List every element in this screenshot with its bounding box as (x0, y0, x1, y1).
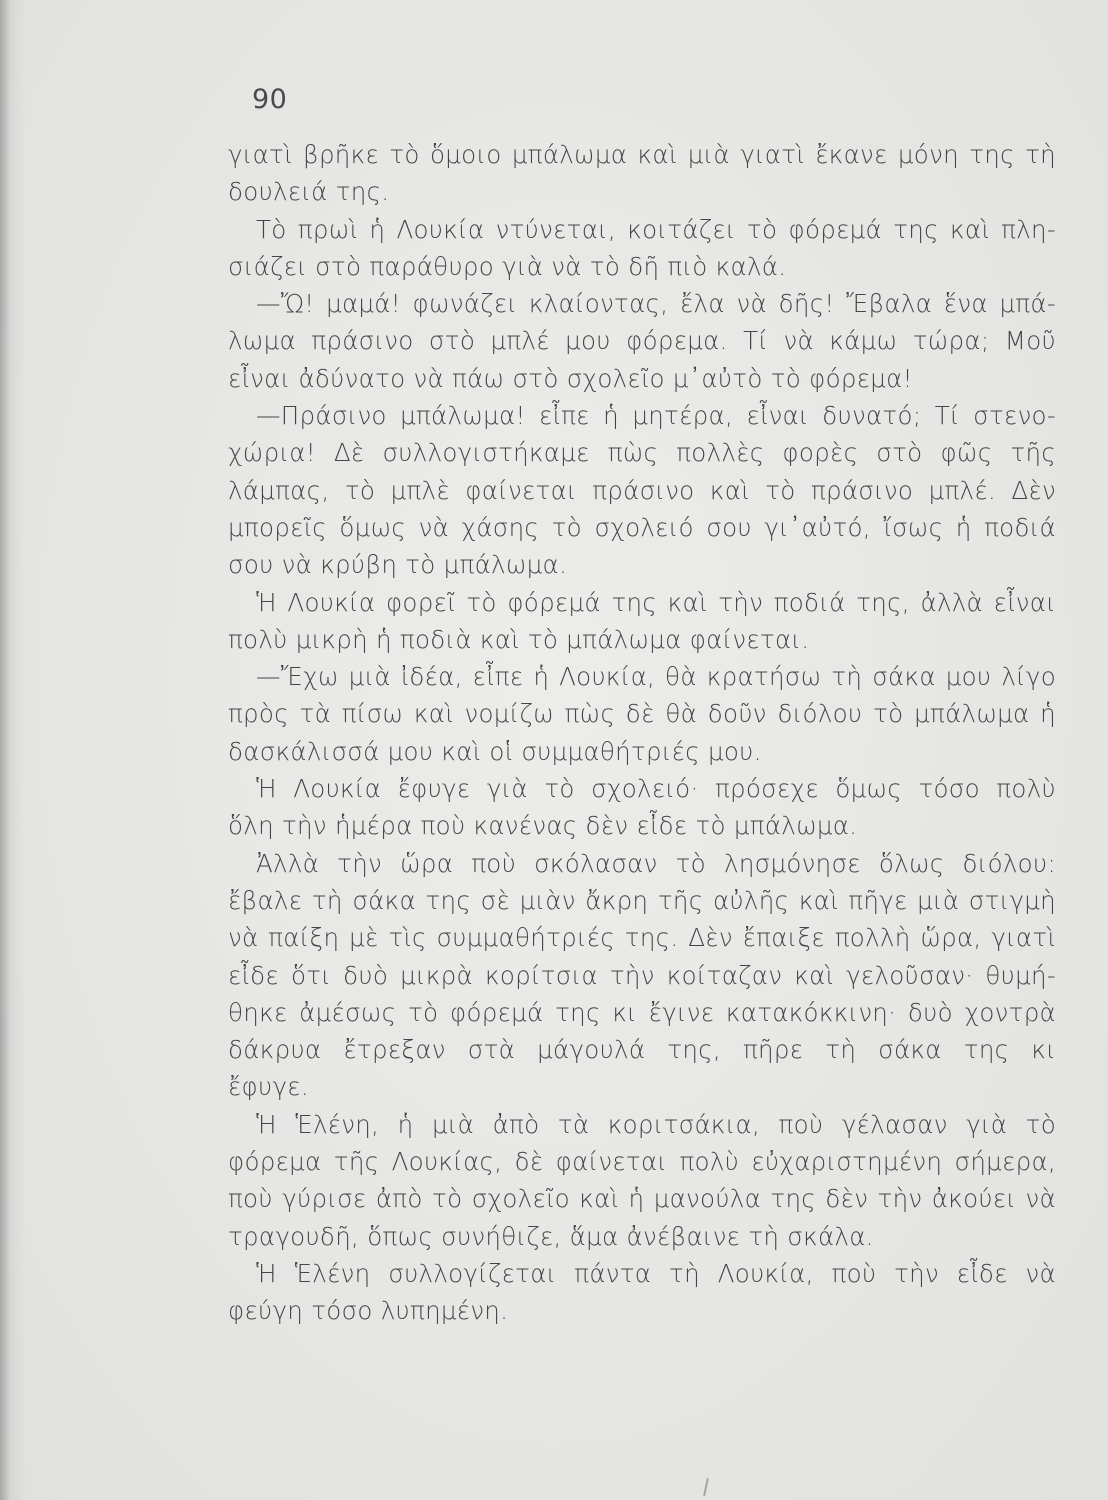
text-line: ἔβαλε τὴ σάκα της σὲ μιὰν ἄκρη τῆς αὐλῆς καὶ πῆγε μιὰ στιγμὴ (228, 885, 1056, 915)
text-line: δουλειά της. (228, 177, 390, 207)
text-line: νὰ παίξη μὲ τὶς συμμαθήτριές της. Δὲν ἔπαιξε πολλὴ ὥρα, γιατὶ (228, 923, 1056, 953)
text-line: χώρια! Δὲ συλλογιστήκαμε πὼς πολλὲς φορὲς στὸ φῶς τῆς (228, 438, 1056, 468)
text-line: εἶδε ὅτι δυὸ μικρὰ κορίτσια τὴν κοίταζαν καὶ γελοῦσαν· θυμή- (228, 960, 1056, 990)
text-line: σου νὰ κρύβη τὸ μπάλωμα. (228, 550, 568, 580)
text-line: —Ὤ! μαμά! φωνάζει κλαίοντας, ἔλα νὰ δῆς! Ἔβαλα ἕνα μπά- (256, 289, 1056, 319)
text-line: ὅλη τὴν ἡμέρα ποὺ κανένας δὲν εἶδε τὸ μπάλωμα. (228, 811, 858, 841)
text-line: Ἡ Ἑλένη συλλογίζεται πάντα τὴ Λουκία, ποὺ τὴν εἶδε νὰ (256, 1258, 1056, 1288)
text-line: Τὸ πρωὶ ἡ Λουκία ντύνεται, κοιτάζει τὸ φόρεμά της καὶ πλη- (256, 214, 1056, 244)
text-line: Ἡ Ἑλένη, ἡ μιὰ ἀπὸ τὰ κοριτσάκια, ποὺ γέλασαν γιὰ τὸ (256, 1109, 1056, 1139)
text-line: εἶναι ἀδύνατο νὰ πάω στὸ σχολεῖο μ᾽αὐτὸ τὸ φόρεμα! (228, 363, 913, 393)
text-line: Ἀλλὰ τὴν ὥρα ποὺ σκόλασαν τὸ λησμόνησε ὅλως διόλου: (256, 848, 1056, 878)
text-line: λωμα πράσινο στὸ μπλέ μου φόρεμα. Τί νὰ κάμω τώρα; Μοῦ (228, 326, 1056, 356)
text-line: φόρεμα τῆς Λουκίας, δὲ φαίνεται πολὺ εὐχαριστημένη σήμερα, (228, 1147, 1056, 1177)
text-line: δάκρυα ἔτρεξαν στὰ μάγουλά της, πῆρε τὴ σάκα της κι (228, 1035, 1056, 1065)
text-line: φεύγη τόσο λυπημένη. (228, 1296, 509, 1326)
text-line: δασκάλισσά μου καὶ οἱ συμμαθήτριές μου. (228, 736, 762, 766)
text-line: τραγουδῆ, ὅπως συνήθιζε, ἅμα ἀνέβαινε τὴ σκάλα. (228, 1221, 874, 1251)
text-line: πρὸς τὰ πίσω καὶ νομίζω πὼς δὲ θὰ δοῦν διόλου τὸ μπάλωμα ἡ (228, 699, 1056, 729)
page-number: 90 (252, 84, 288, 115)
text-line: σιάζει στὸ παράθυρο γιὰ νὰ τὸ δῆ πιὸ καλά. (228, 251, 787, 281)
body-text (228, 136, 1056, 1330)
text-line: λάμπας, τὸ μπλὲ φαίνεται πράσινο καὶ τὸ πράσινο μπλέ. Δὲν (228, 475, 1056, 505)
text-line: —Πράσινο μπάλωμα! εἶπε ἡ μητέρα, εἶναι δυνατό; Τί στενο- (256, 401, 1056, 431)
text-line: ἔφυγε. (228, 1072, 309, 1102)
text-line: Ἡ Λουκία ἔφυγε γιὰ τὸ σχολειό· πρόσεχε ὅμως τόσο πολὺ (256, 774, 1056, 804)
binding-shadow (0, 0, 26, 1500)
text-line: Ἡ Λουκία φορεῖ τὸ φόρεμά της καὶ τὴν ποδιά της, ἀλλὰ εἶναι (256, 587, 1056, 617)
text-line: θηκε ἀμέσως τὸ φόρεμά της κι ἔγινε κατακόκκινη· δυὸ χοντρὰ (228, 997, 1056, 1027)
text-line: πολὺ μικρὴ ἡ ποδιὰ καὶ τὸ μπάλωμα φαίνεται. (228, 624, 810, 654)
text-line: ποὺ γύρισε ἀπὸ τὸ σχολεῖο καὶ ἡ μανούλα της δὲν τὴν ἀκούει νὰ (228, 1184, 1056, 1214)
paper-speck (703, 1478, 709, 1496)
text-line: —Ἔχω μιὰ ἰδέα, εἶπε ἡ Λουκία, θὰ κρατήσω τὴ σάκα μου λίγο (256, 662, 1056, 692)
text-line: μπορεῖς ὅμως νὰ χάσης τὸ σχολειό σου γι᾽αὐτό, ἴσως ἡ ποδιά (228, 512, 1056, 542)
text-line: γιατὶ βρῆκε τὸ ὅμοιο μπάλωμα καὶ μιὰ γιατὶ ἔκανε μόνη της τὴ (228, 140, 1056, 169)
